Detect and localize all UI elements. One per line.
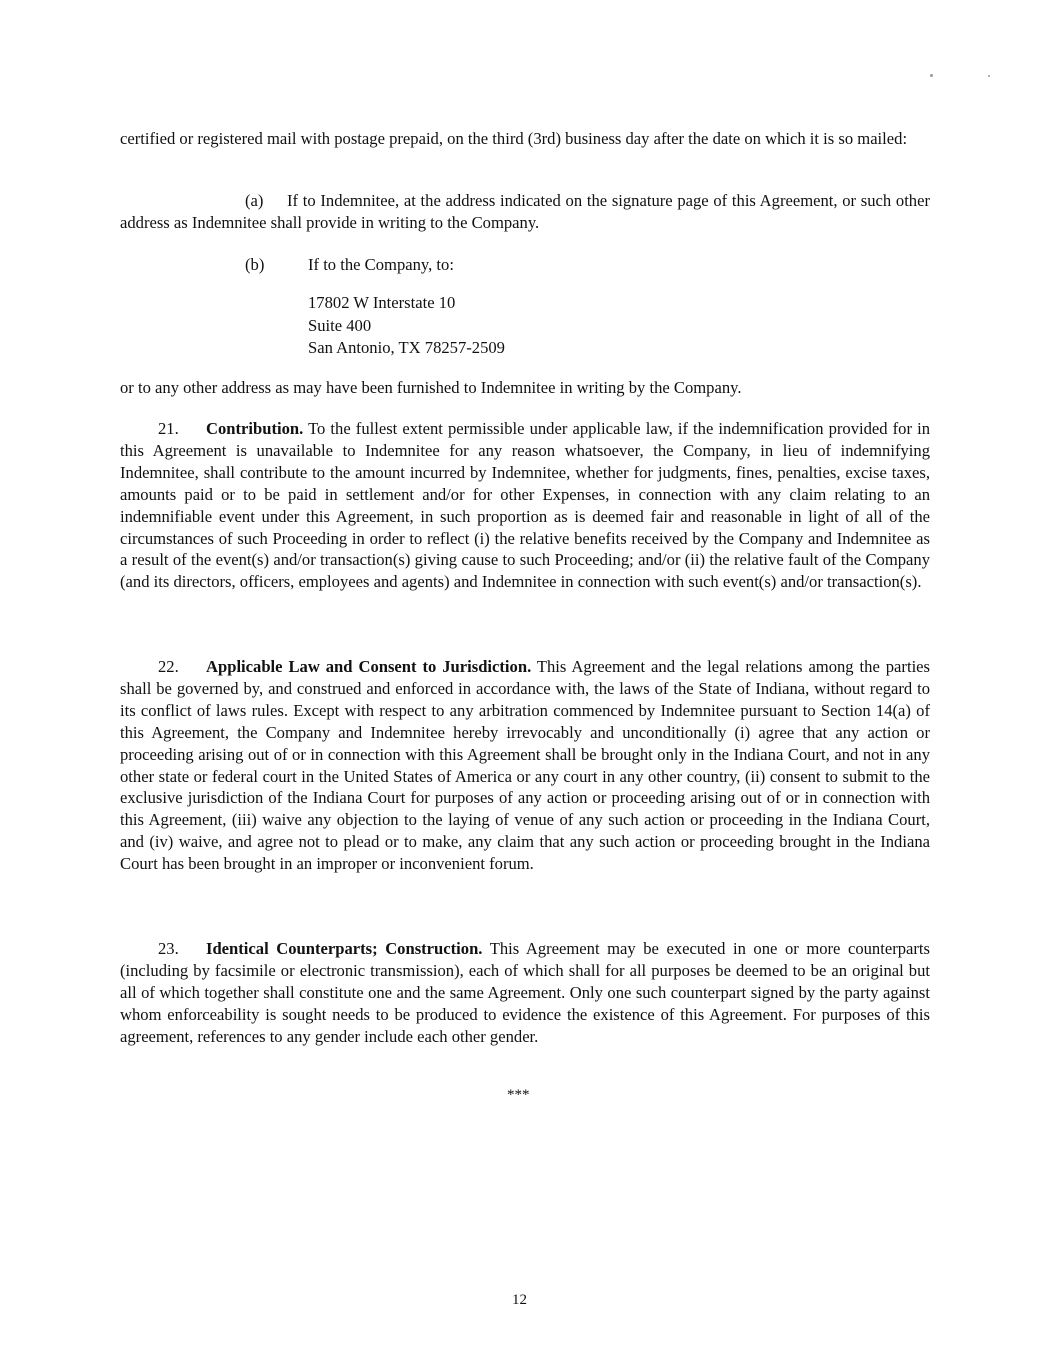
closing-paragraph bbox=[120, 377, 930, 399]
section-23-text: This Agreement may be executed in one or more counterparts (including by facsimile or electronic transmission), each of which shall for all purposes be deemed to be an original but all of which together shall constitute one and the same Agreement. Only one such counterpart signed by the party against whom enforceability is sought needs to be produced to evidence the existence of this Agreement. For purposes of this agreement, references to any gender include each other gender. bbox=[120, 939, 930, 1046]
item-a-label: (a) bbox=[245, 191, 264, 210]
section-21-heading: Contribution. bbox=[206, 419, 304, 438]
closing-paragraph-text: or to any other address as may have been furnished to Indemnitee in writing by the Company. bbox=[120, 378, 742, 397]
address-line-3: San Antonio, TX 78257-2509 bbox=[308, 338, 505, 357]
section-23-heading: Identical Counterparts; Construction. bbox=[206, 939, 483, 958]
section-21-text: To the fullest extent permissible under applicable law, if the indemnification provided for in this Agreement is unavailable to Indemnitee for any reason whatsoever, the Company, in lieu of indemnifying Indemnitee, shall contribute to the amount incurred by Indemnitee, whether for judgments, fines, penalties, excise taxes, amounts paid or to be paid in settlement and/or for other Expenses, in connection with any claim relating to an indemnifiable event under this Agreement, in such proportion as is deemed fair and reasonable in light of all of the circumstances of such Proceeding in order to reflect (i) the relative benefits received by the Company and Indemnitee as a result of the event(s) and/or transaction(s) giving cause to such Proceeding; and/or (ii) the relative fault of the Company (and its directors, officers, employees and agents) and Indemnitee in connection with such event(s) and/or transaction(s). bbox=[120, 419, 930, 592]
section-21 bbox=[120, 418, 930, 593]
section-22-heading: Applicable Law and Consent to Jurisdiction. bbox=[206, 657, 532, 676]
item-a-text: If to Indemnitee, at the address indicated on the signature page of this Agreement, or such other address as Indemnitee shall provide in writing to the Company. bbox=[120, 191, 930, 232]
address-line-1: 17802 W Interstate 10 bbox=[308, 293, 456, 312]
section-23 bbox=[120, 938, 930, 1048]
item-b-text: If to the Company, to: bbox=[308, 255, 454, 274]
opening-paragraph-text: certified or registered mail with postage prepaid, on the third (3rd) business day after the date on which it is so mailed: bbox=[120, 129, 908, 148]
section-22-number: 22. bbox=[158, 657, 179, 676]
opening-paragraph bbox=[120, 128, 930, 150]
item-b-label: (b) bbox=[245, 255, 265, 274]
address-line-2: Suite 400 bbox=[308, 315, 372, 335]
section-22-text: This Agreement and the legal relations among the parties shall be governed by, and construed and enforced in accordance with, the laws of the State of Indiana, without regard to its conflict of laws rules. Except with respect to any arbitration commenced by Indemnitee pursuant to Section 14(a) of this Agreement, the Company and Indemnitee hereby irrevocably and unconditionally (i) agree that any action or proceeding arising out of or in connection with this Agreement shall be brought only in the Indiana Court, and not in any other state or federal court in the United States of America or any court in any other country, (ii) consent to submit to the exclusive jurisdiction of the Indiana Court for purposes of any action or proceeding arising out of or in connection with this Agreement, (iii) waive any objection to the laying of venue of any such action or proceeding in the Indiana Court, and (iv) waive, and agree not to plead or to make, any claim that any such action or proceeding brought in the Indiana Court has been brought in an improper or inconvenient forum. bbox=[120, 657, 930, 874]
scan-speck bbox=[988, 75, 990, 77]
section-22 bbox=[120, 656, 930, 875]
company-address bbox=[308, 292, 708, 360]
notice-item-a bbox=[120, 190, 930, 234]
page-number: 12 bbox=[512, 1292, 527, 1308]
section-separator: *** bbox=[507, 1087, 530, 1103]
section-21-number: 21. bbox=[158, 419, 179, 438]
notice-item-b bbox=[245, 254, 645, 276]
section-23-number: 23. bbox=[158, 939, 179, 958]
scan-speck bbox=[930, 74, 933, 77]
